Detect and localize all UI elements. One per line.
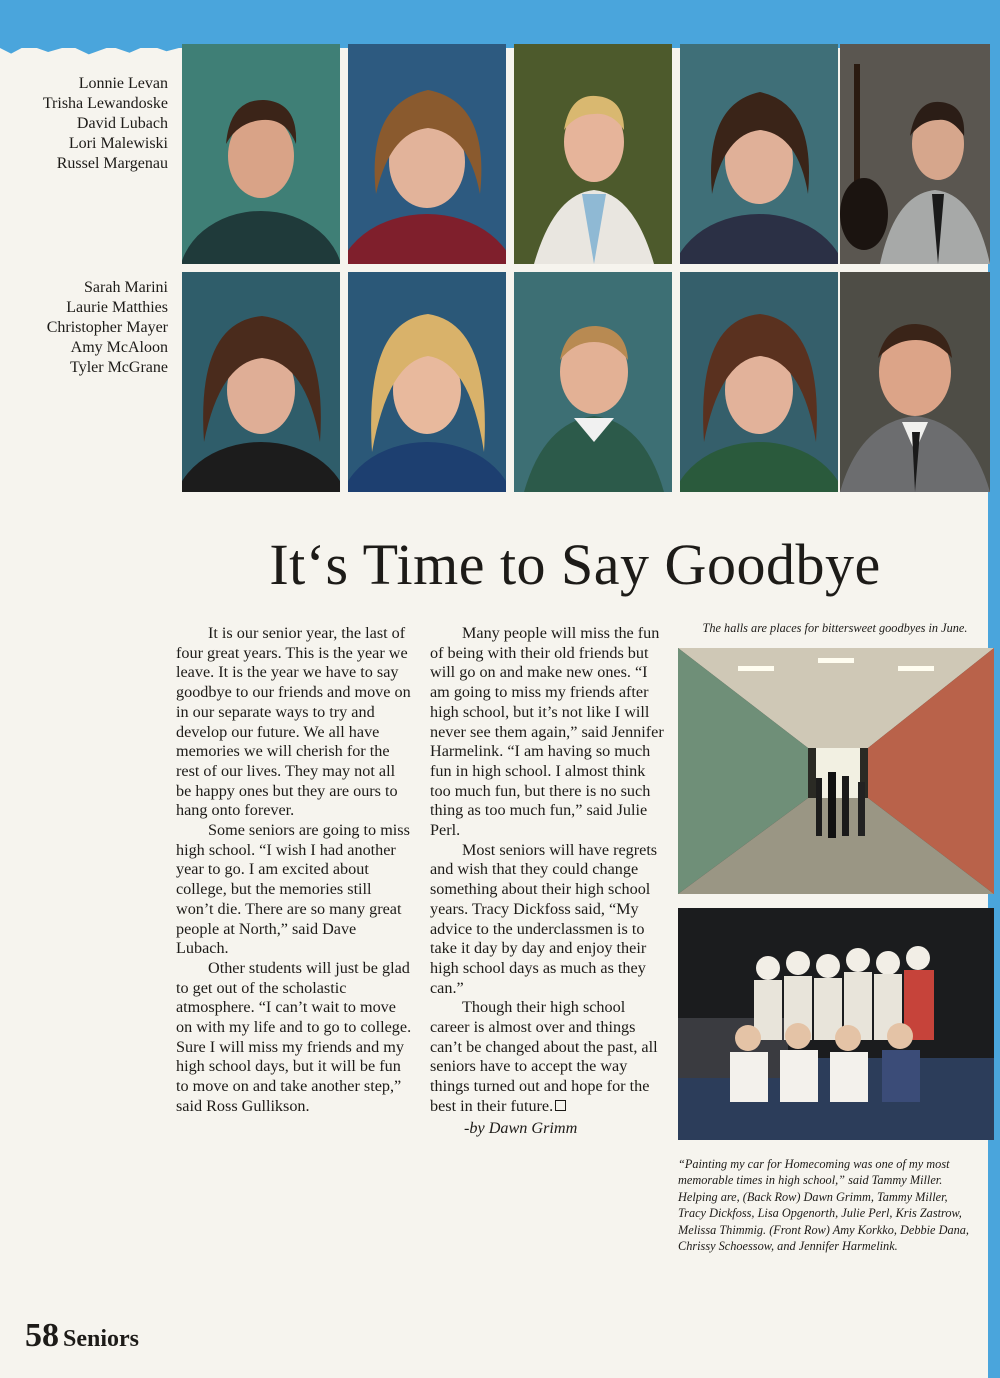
page-folio [25, 1316, 139, 1359]
portrait-name: Lori Malewiski [68, 135, 168, 152]
hallway-photo-caption: The halls are places for bittersweet goodbyes in June. [702, 621, 968, 635]
portrait-names-row-1 [10, 74, 168, 174]
end-mark-icon [555, 1100, 566, 1111]
portrait-name: Trisha Lewandoske [42, 95, 168, 112]
portrait-name: Laurie Matthies [66, 299, 168, 316]
senior-portrait [680, 44, 838, 264]
hallway-photo [678, 648, 994, 894]
senior-portrait [840, 44, 990, 264]
article-paragraph: Though their high school career is almost over and things can’t be changed about the past, all seniors have to accept the way things turned out and hope for the best in their future. [430, 998, 658, 1115]
senior-portrait [182, 44, 340, 264]
article-paragraph: Many people will miss the fun of being with their old friends but will go on and make new ones. “I am going to miss my friends after high school, but it’s not like I will never see them again,” said Jennifer Harmelink. “I am having so much fun in high school. I almost think too much fun, but there is no such thing as too much fun,” said Julie Perl. [430, 624, 664, 840]
senior-portrait [680, 272, 838, 492]
senior-portrait [182, 272, 340, 492]
article-byline: -by Dawn Grimm [464, 1118, 578, 1137]
portrait-name: Sarah Marini [84, 279, 168, 296]
article-column-1 [176, 624, 412, 1117]
senior-portrait [514, 44, 672, 264]
portrait-name: Lonnie Levan [78, 75, 168, 92]
senior-portrait [514, 272, 672, 492]
homecoming-photo-caption: “Painting my car for Homecoming was one of my most memorable times in high school,” said Tammy Miller. Helping are, (Back Row) Dawn Grimm, Tammy Miller, Tracy Dickfoss, Lisa Opgenorth, Julie Perl, Kris Zastrow, Melissa Thimmig. (Front Row) Amy Korkko, Debbie Dana, Chrissy Schoessow, and Jennifer Harmelink. [678, 1157, 969, 1254]
article-paragraph: It is our senior year, the last of four great years. This is the year we leave. It is the year we have to say goodbye to our friends and move on in our separate ways to try and develop our future. We all have memories we will cherish for the rest of our lives. They may not all be happy ones but they are ours to hang onto forever. [176, 624, 411, 820]
portrait-name: Christopher Mayer [46, 319, 168, 336]
article-column-2 [430, 624, 668, 1138]
article-paragraph: Most seniors will have regrets and wish that they could change something about their high school years. Tracy Dickfoss said, “My advice to the underclassmen is to take it day by day and enjoy their high school days as much as they can.” [430, 840, 658, 997]
page-number: 58 [25, 1317, 59, 1354]
portrait-name: David Lubach [76, 115, 168, 132]
article-headline: It‘s Time to Say Goodbye [269, 532, 881, 597]
portrait-name: Russel Margenau [56, 155, 168, 172]
senior-portrait [348, 272, 506, 492]
senior-portrait [348, 44, 506, 264]
senior-portrait [840, 272, 990, 492]
section-name: Seniors [63, 1326, 140, 1352]
article-paragraph: Some seniors are going to miss high school. “I wish I had another year to go. I am excited about college, but the memories still won’t die. There are so many great people at North,” said Dave Lubach. [176, 821, 410, 958]
portrait-name: Tyler McGrane [70, 359, 168, 376]
portrait-name: Amy McAloon [70, 339, 168, 356]
portrait-names-row-2 [10, 278, 168, 378]
homecoming-group-photo [678, 908, 994, 1140]
article-paragraph: Other students will just be glad to get out of the scholastic atmosphere. “I can’t wait to move on with my life and to go to college. Sure I will miss my friends and my high school days, but it will be fun to move on and take another step,” said Ross Gullikson. [176, 958, 412, 1115]
top-border-torn-edge [0, 40, 185, 56]
